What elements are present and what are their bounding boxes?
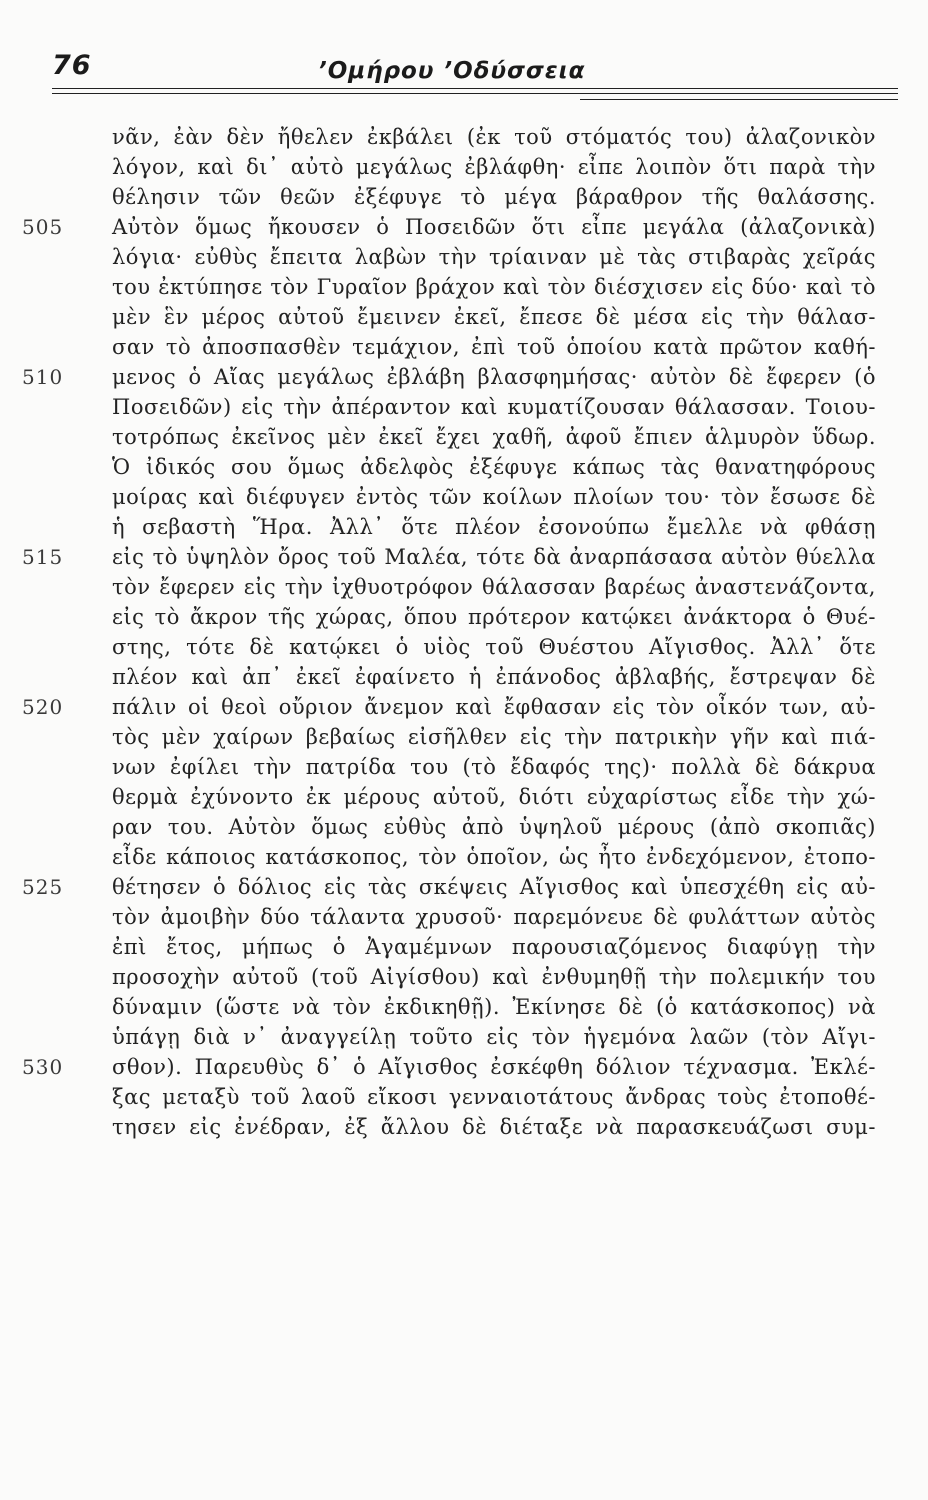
line-text: πλέον καὶ ἀπ᾽ ἐκεῖ ἐφαίνετο ἡ ἐπάνοδος ἀβλαβής, ἔστρεψαν δὲ: [112, 665, 876, 689]
text-line: [0, 722, 928, 752]
line-text: ραν του. Αὐτὸν ὅμως εὐθὺς ἀπὸ ὑψηλοῦ μέρους (ἀπὸ σκοπιᾶς): [112, 815, 876, 839]
line-text: στης, τότε δὲ κατῴκει ὁ υἱὸς τοῦ Θυέστου Αἴγισθος. Ἀλλ᾽ ὅτε: [112, 635, 876, 659]
line-text: τὸν ἀμοιβὴν δύο τάλαντα χρυσοῦ· παρεμόνευε δὲ φυλάττων αὐτὸς: [112, 905, 876, 929]
text-line: [0, 602, 928, 632]
line-number: 515: [22, 545, 64, 569]
text-line: [0, 1082, 928, 1112]
line-text: πάλιν οἱ θεοὶ οὔριον ἄνεμον καὶ ἔφθασαν εἰς τὸν οἶκόν των, αὐ-: [112, 695, 876, 719]
line-text: τὸς μὲν χαίρων βεβαίως εἰσῆλθεν εἰς τὴν πατρικὴν γῆν καὶ πιά-: [112, 725, 876, 749]
line-text: λόγια· εὐθὺς ἔπειτα λαβὼν τὴν τρίαιναν μὲ τὰς στιβαρὰς χεῖράς: [112, 245, 876, 269]
line-text: σθον). Παρευθὺς δ᾽ ὁ Αἴγισθος ἐσκέφθη δόλιον τέχνασμα. Ἐκλέ-: [112, 1055, 876, 1079]
text-line: [0, 182, 928, 212]
page-number: 76: [52, 50, 92, 81]
text-line: [0, 992, 928, 1022]
text-line: [0, 302, 928, 332]
line-text: θέλησιν τῶν θεῶν ἐξέφυγε τὸ μέγα βάραθρον τῆς θαλάσσης.: [112, 185, 876, 209]
line-text: του ἐκτύπησε τὸν Γυραῖον βράχον καὶ τὸν διέσχισεν εἰς δύο· καὶ τὸ: [112, 275, 876, 299]
line-text: εἰς τὸ ἄκρον τῆς χώρας, ὅπου πρότερον κατῴκει ἀνάκτορα ὁ Θυέ-: [112, 605, 876, 629]
text-line: [0, 452, 928, 482]
text-line: [0, 272, 928, 302]
line-text: ἡ σεβαστὴ Ἥρα. Ἀλλ᾽ ὅτε πλέον ἐσονούπω ἔμελλε νὰ φθάσῃ: [112, 515, 876, 539]
line-text: τὸν ἔφερεν εἰς τὴν ἰχθυοτρόφον θάλασσαν βαρέως ἀναστενάζοντα,: [112, 575, 876, 599]
text-line: [0, 362, 928, 392]
text-line: [0, 392, 928, 422]
text-line: [0, 122, 928, 152]
line-text: προσοχὴν αὐτοῦ (τοῦ Αἰγίσθου) καὶ ἐνθυμηθῇ τὴν πολεμικήν του: [112, 965, 876, 989]
text-line: [0, 872, 928, 902]
line-number: 530: [22, 1055, 64, 1079]
text-line: [0, 962, 928, 992]
line-text: ξας μεταξὺ τοῦ λαοῦ εἴκοσι γενναιοτάτους ἄνδρας τοὺς ἐτοποθέ-: [112, 1085, 876, 1109]
text-line: [0, 1052, 928, 1082]
line-text: Ὁ ἰδικός σου ὅμως ἀδελφὸς ἐξέφυγε κάπως τὰς θανατηφόρους: [112, 455, 876, 479]
line-text: λόγον, καὶ δι᾽ αὐτὸ μεγάλως ἐβλάφθη· εἶπε λοιπὸν ὅτι παρὰ τὴν: [112, 155, 876, 179]
text-line: [0, 932, 928, 962]
line-text: ἐπὶ ἔτος, μήπως ὁ Ἀγαμέμνων παρουσιαζόμενος διαφύγῃ τὴν: [112, 935, 876, 959]
line-text: Αὐτὸν ὅμως ἤκουσεν ὁ Ποσειδῶν ὅτι εἶπε μεγάλα (ἀλαζονικὰ): [112, 215, 876, 239]
text-line: [0, 332, 928, 362]
header-rule: [52, 88, 898, 89]
header-rule: [580, 99, 898, 100]
line-number: 510: [22, 365, 64, 389]
text-line: [0, 512, 928, 542]
line-text: μενος ὁ Αἴας μεγάλως ἐβλάβη βλασφημήσας· αὐτὸν δὲ ἔφερεν (ὁ: [112, 365, 876, 389]
running-title: ’Ομήρου ’Οδύσσεια: [318, 58, 586, 84]
text-line: [0, 212, 928, 242]
text-line: [0, 632, 928, 662]
line-text: τοτρόπως ἐκεῖνος μὲν ἐκεῖ ἔχει χαθῆ, ἀφοῦ ἔπιεν ἁλμυρὸν ὕδωρ.: [112, 425, 876, 449]
text-line: [0, 692, 928, 722]
text-line: [0, 482, 928, 512]
line-text: δύναμιν (ὥστε νὰ τὸν ἐκδικηθῇ). Ἐκίνησε δὲ (ὁ κατάσκοπος) νὰ: [112, 995, 876, 1019]
text-line: [0, 542, 928, 572]
text-line: [0, 752, 928, 782]
line-text: νᾶν, ἐὰν δὲν ἤθελεν ἐκβάλει (ἐκ τοῦ στόματός του) ἀλαζονικὸν: [112, 125, 876, 149]
line-text: νων ἐφίλει τὴν πατρίδα του (τὸ ἔδαφός της)· πολλὰ δὲ δάκρυα: [112, 755, 876, 779]
line-number: 505: [22, 215, 64, 239]
text-line: [0, 782, 928, 812]
line-text: σαν τὸ ἀποσπασθὲν τεμάχιον, ἐπὶ τοῦ ὁποίου κατὰ πρῶτον καθή-: [112, 335, 876, 359]
line-text: θέτησεν ὁ δόλιος εἰς τὰς σκέψεις Αἴγισθος καὶ ὑπεσχέθη εἰς αὐ-: [112, 875, 876, 899]
line-text: Ποσειδῶν) εἰς τὴν ἀπέραντον καὶ κυματίζουσαν θάλασσαν. Τοιου-: [112, 395, 876, 419]
text-line: [0, 662, 928, 692]
line-text: θερμὰ ἐχύνοντο ἐκ μέρους αὐτοῦ, διότι εὐχαρίστως εἶδε τὴν χώ-: [112, 785, 876, 809]
text-line: [0, 842, 928, 872]
text-line: [0, 1112, 928, 1142]
line-text: τησεν εἰς ἐνέδραν, ἐξ ἄλλου δὲ διέταξε νὰ παρασκευάζωσι συμ-: [112, 1115, 876, 1139]
header-rule: [52, 93, 898, 94]
text-line: [0, 902, 928, 932]
line-number: 520: [22, 695, 64, 719]
line-text: εἶδε κάποιος κατάσκοπος, τὸν ὁποῖον, ὡς ἦτο ἐνδεχόμενον, ἐτοπο-: [112, 845, 876, 869]
line-number: 525: [22, 875, 64, 899]
text-line: [0, 1022, 928, 1052]
line-text: ὑπάγῃ διὰ ν᾽ ἀναγγείλῃ τοῦτο εἰς τὸν ἡγεμόνα λαῶν (τὸν Αἴγι-: [112, 1025, 876, 1049]
text-line: [0, 422, 928, 452]
text-line: [0, 242, 928, 272]
line-text: εἰς τὸ ὑψηλὸν ὄρος τοῦ Μαλέα, τότε δὰ ἀναρπάσασα αὐτὸν θύελλα: [112, 545, 876, 569]
text-line: [0, 572, 928, 602]
text-line: [0, 152, 928, 182]
text-line: [0, 812, 928, 842]
line-text: μὲν ἓν μέρος αὐτοῦ ἔμεινεν ἐκεῖ, ἔπεσε δὲ μέσα εἰς τὴν θάλασ-: [112, 305, 876, 329]
line-text: μοίρας καὶ διέφυγεν ἐντὸς τῶν κοίλων πλοίων του· τὸν ἔσωσε δὲ: [112, 485, 876, 509]
body-text: [0, 122, 928, 1142]
